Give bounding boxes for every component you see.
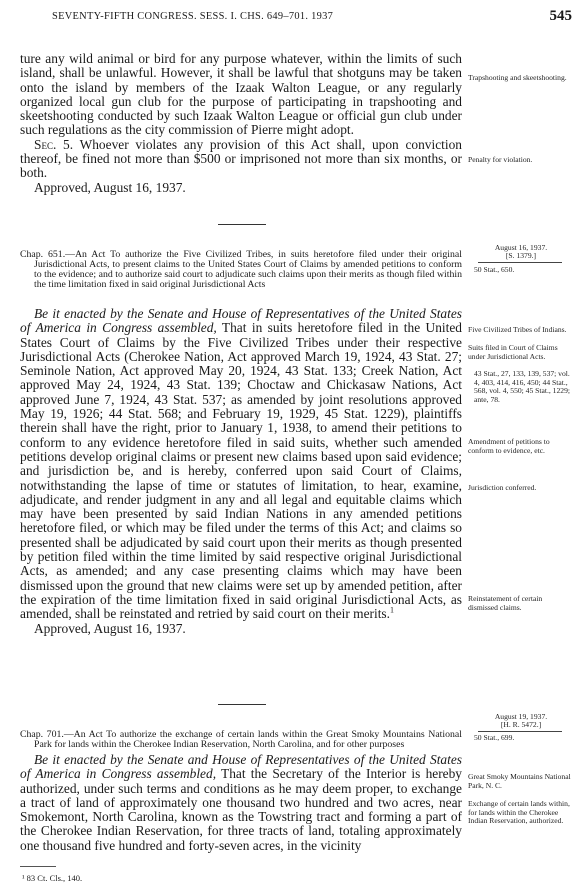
- margin-note-651-bill: [S. 1379.]: [505, 251, 537, 260]
- page-number: 545: [549, 8, 572, 24]
- margin-note-tribes-citation: 43 Stat., 27, 133, 139, 537; vol. 4, 403, 414, 416, 450; 44 Stat., 568, vol. 4, 550; 45 Stat., 1229; ante, 78.: [474, 369, 570, 404]
- approval-line: Approved, August 16, 1937.: [34, 620, 186, 636]
- chapter-651-operative-text: That in suits heretofore filed in the United States Court of Claims by the Five Civilized Tribes under their respective Jurisdictional Acts (Cherokee Nation, Act approved March 19, 1924, 43 Stat. 27; Seminole Nation, Act approved May 20, 1924, 43 Stat. 133; Creek Nation, Act approved May 24, 1924, 43 Stat. 139; Choctaw and Chickasaw Nations, Act approved June 7, 1924, 43 Stat. 537; as amended by joint resolutions approved May 19, 1926; 44 Stat. 568; and February 19, 1929, 45 Stat. 1229), plaintiffs therein shall have the right, prior to January 1, 1938, to amend their petitions to conform to any evidence heretofore filed in said suits, whether such amended petitions develop original claims or present new claims based upon said evidence; and jurisdiction be, and is hereby, conferred upon said Court of Claims, notwithstanding the lapse of time or statutes of limitation, to hear, examine, adjudicate, and render judgment in any and all legal and equitable claims which may have been presented by said Indian Nations in any amended petitions heretofore filed, or which may be filed under the terms of this Act; and claims so presented shall be adjudicated by said court upon their merits as though presented by petition filed within the time limited by said respective original Jurisdictional Acts, as amended; and any case presenting claims which may have been dismissed upon the ground that new claims were set up by amended petition, after the expiration of the time limitation fixed in said original Jurisdictional Acts, as amended, shall be reinstated and retried by said court on their merits.: [20, 320, 463, 622]
- margin-note-reinstatement: Reinstatement of certain dismissed claims.: [468, 594, 543, 612]
- margin-note-651-date: August 16, 1937.: [494, 243, 548, 252]
- running-head: SEVENTY-FIFTH CONGRESS. SESS. I. CHS. 649–701. 1937: [52, 11, 334, 22]
- section-divider: [218, 224, 266, 225]
- chapter-651-text: [20, 307, 462, 622]
- page-header: [52, 10, 572, 30]
- section-label: Sec. 5.: [34, 136, 74, 152]
- margin-note-701-date: August 19, 1937.: [494, 712, 548, 721]
- margin-note-701-bill: [H. R. 5472.]: [500, 720, 542, 729]
- margin-rule: [478, 262, 562, 263]
- section-5-text: Whoever violates any provision of this Act shall, upon conviction thereof, be fined not more than $500 or imprisoned not more than six months, or both.: [20, 136, 463, 181]
- chapter-651-heading: [20, 240, 462, 300]
- margin-note-amendment: Amendment of petitions to conform to evidence, etc.: [468, 437, 550, 455]
- chapter-651-body: [20, 307, 462, 636]
- chapter-701-operative-text: That the Secretary of the Interior is hereby authorized, under such terms and conditions as he may deem proper, to exchange a tract of land of approximately one thousand two hundred and two acres, near Smokemont, North Carolina, known as the Towstring tract and forming a part of the Cherokee Indian Reservation, for three tracts of land, totaling approximately one thousand five hundred and forty-seven acres, in the vicinity: [20, 766, 462, 853]
- margin-note-penalty: Penalty for violation.: [468, 155, 533, 164]
- chapter-701-body: [20, 753, 462, 853]
- footnote-reference: 1: [389, 605, 394, 615]
- footnote-rule: [20, 866, 56, 867]
- enacting-clause: Be it enacted by the Senate and House of Representatives of the United States of America in Congress assembled,: [20, 306, 462, 336]
- chapter-heading-text: Chap. 651.—An Act To authorize the Five Civilized Tribes, in suits heretofore filed under their original Jurisdictional Acts, to present claims to the United States Court of Claims by amended petitions to conform to the evidence; and to authorize said court to adjudicate such claims upon their merits as though filed within the time limitation fixed in said original Jurisdictional Acts: [20, 248, 462, 291]
- margin-note-smoky-exchange: Exchange of certain lands within, for lands within the Cherokee Indian Reservation, authorized.: [468, 799, 570, 826]
- approval-line: Approved, August 16, 1937.: [34, 179, 186, 195]
- margin-note-smoky-title: Great Smoky Mountains National Park, N. C.: [468, 772, 571, 790]
- section-divider: [218, 704, 266, 705]
- margin-note-701-stat: 50 Stat., 699.: [474, 733, 515, 742]
- continuation-paragraph: ture any wild animal or bird for any purpose whatever, within the limits of such island, shall be unlawful. However, it shall be lawful that shotguns may be taken onto the island by members of the Izaak Walton League, or any regularly organized local gun club for the purpose of participating in trapshooting and skeetshooting conducted by such Izaak Walton League or official gun club under such regulations as the city commission of Pierre might adopt.: [20, 51, 462, 138]
- section-5: [20, 138, 462, 181]
- margin-note-tribes-suits: Suits filed in Court of Claims under Jurisdictional Acts.: [468, 343, 558, 361]
- margin-note-trapshooting: Trapshooting and skeetshooting.: [468, 73, 567, 82]
- continuation-block: [20, 52, 462, 195]
- chapter-heading-text: Chap. 701.—An Act To authorize the exchange of certain lands within the Great Smoky Mountains National Park for lands within the Cherokee Indian Reservation, North Carolina, and for other purposes: [20, 728, 462, 750]
- margin-note-tribes-title: Five Civilized Tribes of Indians.: [468, 325, 567, 334]
- chapter-701-text: [20, 753, 462, 853]
- margin-note-651-stat: 50 Stat., 650.: [474, 265, 515, 274]
- footnote: ¹ 83 Ct. Cls., 140.: [22, 873, 83, 883]
- margin-rule: [478, 731, 562, 732]
- margin-note-jurisdiction: Jurisdiction conferred.: [468, 483, 537, 492]
- enacting-clause: Be it enacted by the Senate and House of Representatives of the United States of America in Congress assembled,: [20, 752, 462, 782]
